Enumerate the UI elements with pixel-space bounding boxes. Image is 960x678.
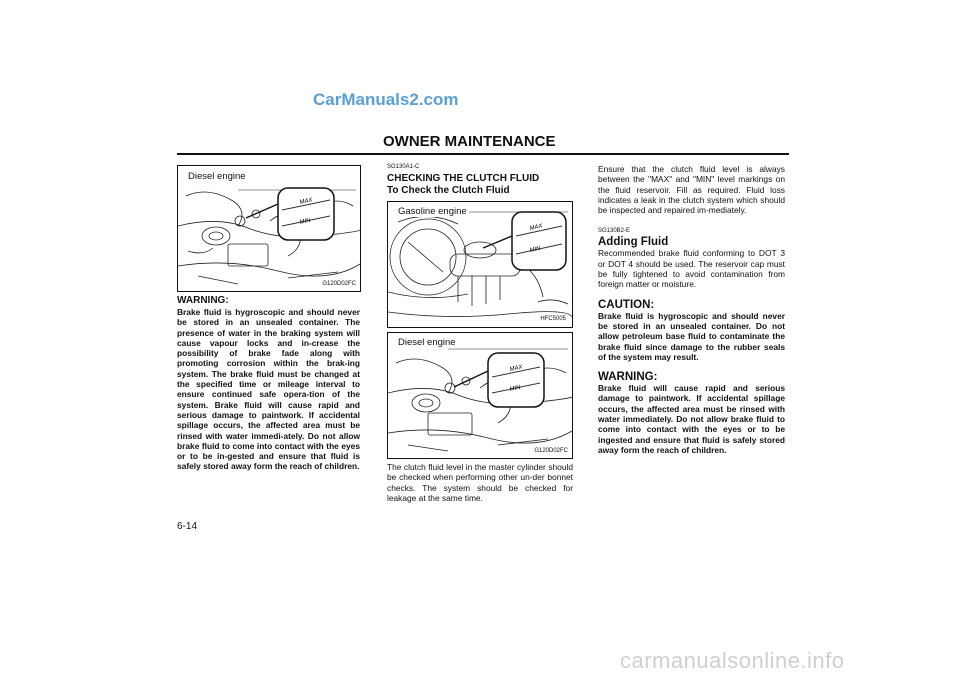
header-divider — [177, 153, 789, 155]
figure-diesel-engine-left — [177, 165, 361, 292]
page-number: 6-14 — [177, 521, 198, 532]
min-marking-label: MIN — [529, 245, 542, 254]
caution-text: Brake fluid is hygroscopic and should never be stored in an unsealed container. Do not allow petroleum base fluid to contaminate the brake fluid since damage to the rubber seals of the system may result. — [598, 310, 785, 362]
min-marking-label: MIN — [299, 217, 312, 226]
page-title: OWNER MAINTENANCE — [383, 133, 556, 150]
engine-illustration — [388, 333, 572, 458]
figure-code: G120D02FC — [534, 448, 568, 454]
max-marking-label: MAX — [529, 223, 544, 232]
adding-fluid-text: Recommended brake fluid conforming to DOT 3 or DOT 4 should be used. The reservoir cap must be fully tightened to avoid contamination from foreign matter or moisture. — [598, 248, 785, 290]
max-marking-label: MAX — [509, 364, 524, 373]
section-code: SG130B2-E — [598, 228, 631, 235]
figure-diesel-engine-middle — [387, 332, 573, 459]
left-warning-block — [177, 295, 360, 472]
warning-text: Brake fluid is hygroscopic and should never be stored in an unsealed container. The presence of water in the braking system will cause vapour locks and in-crease the possibility of brake fade along with promoting corrosion within the brak-ing system. The brake fluid must be changed at the specified time or mileage interval to ensure continued safe opera-tion of the system. Brake fluid will cause rapid and serious damage to paintwork. If accidental spillage occurs, the affected area must be rinsed with water immedi-ately. Do not allow brake fluid to come into contact with the eyes or to be in-gested and ensure that fluid is safely stored away form the reach of children. — [177, 307, 360, 472]
section-code: SG130A1-C — [387, 164, 420, 170]
section-heading: CHECKING THE CLUTCH FLUID — [387, 173, 540, 184]
min-marking-label: MIN — [509, 384, 522, 393]
warning-text: Brake fluid will cause rapid and serious damage to paintwork. If accidental spillage occurs, the affected area must be rinsed with water immediately. Do not allow brake fluid to come into contact with the eyes or to be ingested and ensure that fluid is safely stored away form the reach of children. — [598, 383, 785, 455]
adding-fluid-heading: Adding Fluid — [598, 236, 669, 249]
section-subheading: To Check the Clutch Fluid — [387, 185, 510, 196]
figure-label: Diesel engine — [188, 171, 246, 182]
warning-heading: WARNING: — [177, 295, 229, 306]
clutch-check-paragraph: The clutch fluid level in the master cylinder should be checked when performing other un-der bonnet checks. The system should be checked for leakage at the same time. — [387, 462, 573, 503]
fluid-level-paragraph: Ensure that the clutch fluid level is always between the "MAX" and "MIN" level markings on the fluid reservoir. Fill as required. Fluid loss indicates a leak in the clutch system which should be inspected and repaired im-mediately. — [598, 164, 785, 216]
figure-code: HFC5005 — [540, 316, 566, 322]
warning-heading: WARNING: — [598, 371, 658, 384]
engine-illustration — [178, 166, 360, 291]
watermark-logo-top: CarManuals2.com — [313, 90, 459, 109]
figure-label: Diesel engine — [398, 337, 456, 348]
watermark-footer: carmanualsonline.info — [620, 648, 845, 673]
figure-code: G120D02FC — [322, 281, 356, 287]
caution-heading: CAUTION: — [598, 298, 655, 311]
right-column — [598, 164, 785, 455]
max-marking-label: MAX — [299, 197, 314, 206]
engine-illustration — [388, 202, 572, 327]
clutch-section-header — [387, 164, 573, 197]
figure-gasoline-engine — [387, 201, 573, 328]
figure-label: Gasoline engine — [398, 206, 467, 217]
